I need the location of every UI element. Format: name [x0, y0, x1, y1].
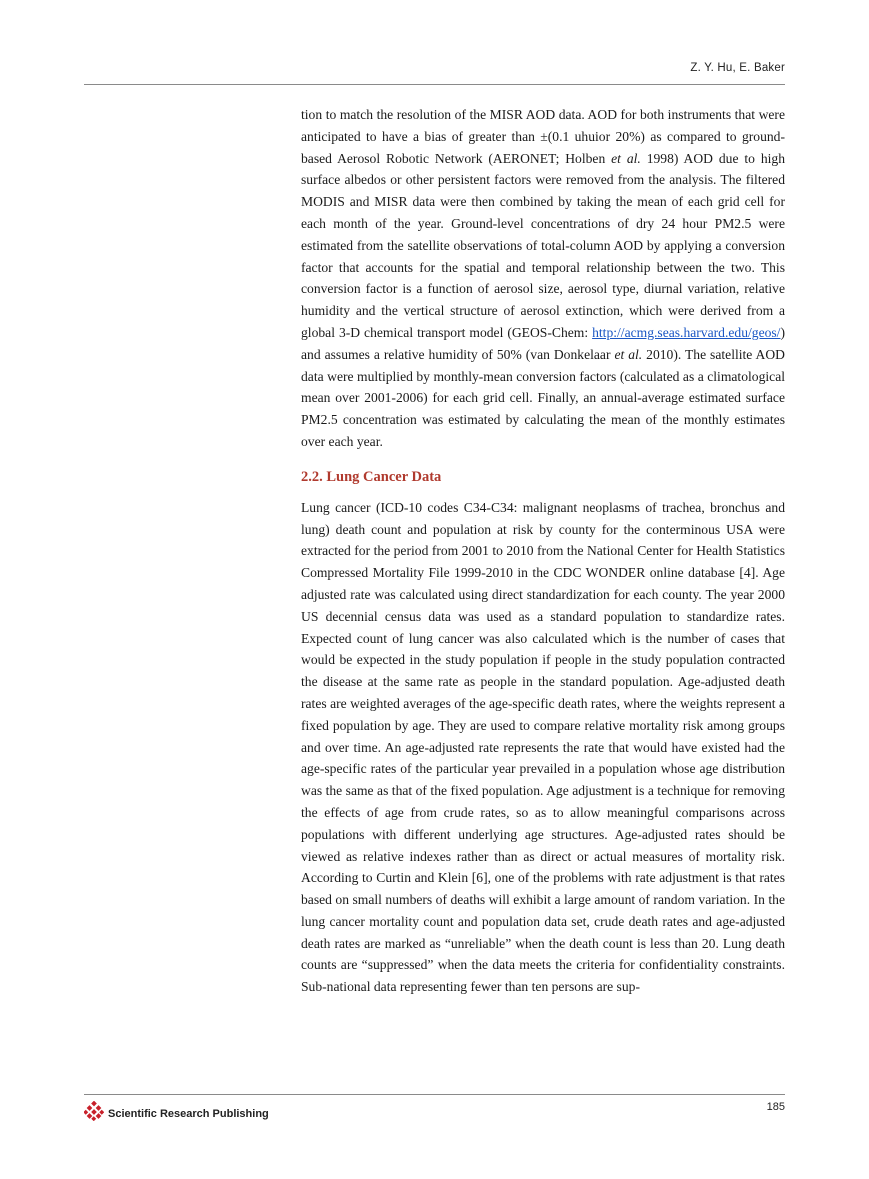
main-text-column [301, 104, 785, 998]
header-divider [84, 84, 785, 85]
running-header-authors: Z. Y. Hu, E. Baker [690, 62, 785, 74]
citation-et-al: et al. [614, 346, 643, 362]
publisher-name: Scientific Research Publishing [108, 1107, 269, 1120]
paragraph-text: ) and assumes a relative humidity of 50% (van Donkelaar [301, 324, 785, 362]
paragraph-aod-methods [301, 104, 785, 453]
footer-divider [84, 1094, 785, 1095]
publisher-logo [84, 1101, 269, 1126]
paragraph-text: 1998) AOD due to high surface albedos or other persistent factors were removed from the analysis. The filtered MODIS and MISR data were then combined by taking the mean of each grid cell for each month of the year. Ground-level concentrations of dry 24 hour PM2.5 were estimated from the satellite observations of total-column AOD by applying a conversion factor that accounts for the spatial and temporal relationship between the two. This conversion factor is a function of aerosol size, aerosol type, diurnal variation, relative humidity and the vertical structure of aerosol extinction, which were derived from a global 3-D chemical transport model (GEOS-Chem: [301, 150, 785, 340]
paragraph-text: tion to match the resolution of the MISR AOD data. AOD for both instruments that were anticipated to have a bias of greater than ±(0.1 uhuior 20%) as compared to ground-based Aerosol Robotic Network (AERONET; Holben [301, 107, 785, 166]
srp-diamond-logo-icon [84, 1101, 104, 1126]
paragraph-lung-cancer-data: Lung cancer (ICD-10 codes C34-C34: malignant neoplasms of trachea, bronchus and lung) death count and population at risk by county for the conterminous USA were extracted for the period from 2001 to 2010 from the National Center for Health Statistics Compressed Mortality File 1999-2010 in the CDC WONDER online database [4]. Age adjusted rate was calculated using direct standardization for each county. The year 2000 US decennial census data was used as a standard population to standardize rates. Expected count of lung cancer was also calculated which is the number of cases that would be expected in the study population if people in the study population contracted the disease at the same rate as people in the standard population. Age-adjusted death rates are weighted averages of the age-specific death rates, where the weights represent a fixed population by age. They are used to compare relative mortality risk among groups and over time. An age-adjusted rate represents the rate that would have existed had the age-specific rates of the particular year prevailed in a population whose age distribution was the same as that of the fixed population. Age adjustment is a technique for removing the effects of age from crude rates, so as to allow meaningful comparisons across populations with different underlying age structures. Age-adjusted rates should be viewed as relative indexes rather than as direct or actual measures of mortality risk. According to Curtin and Klein [6], one of the problems with rate adjustment is that rates based on small numbers of deaths will exhibit a large amount of random variation. In the lung cancer mortality count and population data set, crude death rates and age-adjusted death rates are marked as “unreliable” when the death count is less than 20. Lung death counts are “suppressed” when the data meets the criteria for confidentiality constraints. Sub-national data representing fewer than ten persons are sup- [301, 499, 785, 995]
page-number: 185 [766, 1101, 785, 1113]
paragraph-text: 2010). The satellite AOD data were multiplied by monthly-mean conversion factors (calculated as a climatological mean over 2001-2006) for each grid cell. Finally, an annual-average estimated surface PM2.5 concentration was estimated by calculating the mean of the monthly estimates over each year. [301, 346, 785, 449]
citation-et-al: et al. [611, 150, 641, 166]
section-heading-lung-cancer-data: 2.2. Lung Cancer Data [301, 468, 442, 485]
geos-chem-link[interactable]: http://acmg.seas.harvard.edu/geos/ [592, 324, 781, 340]
